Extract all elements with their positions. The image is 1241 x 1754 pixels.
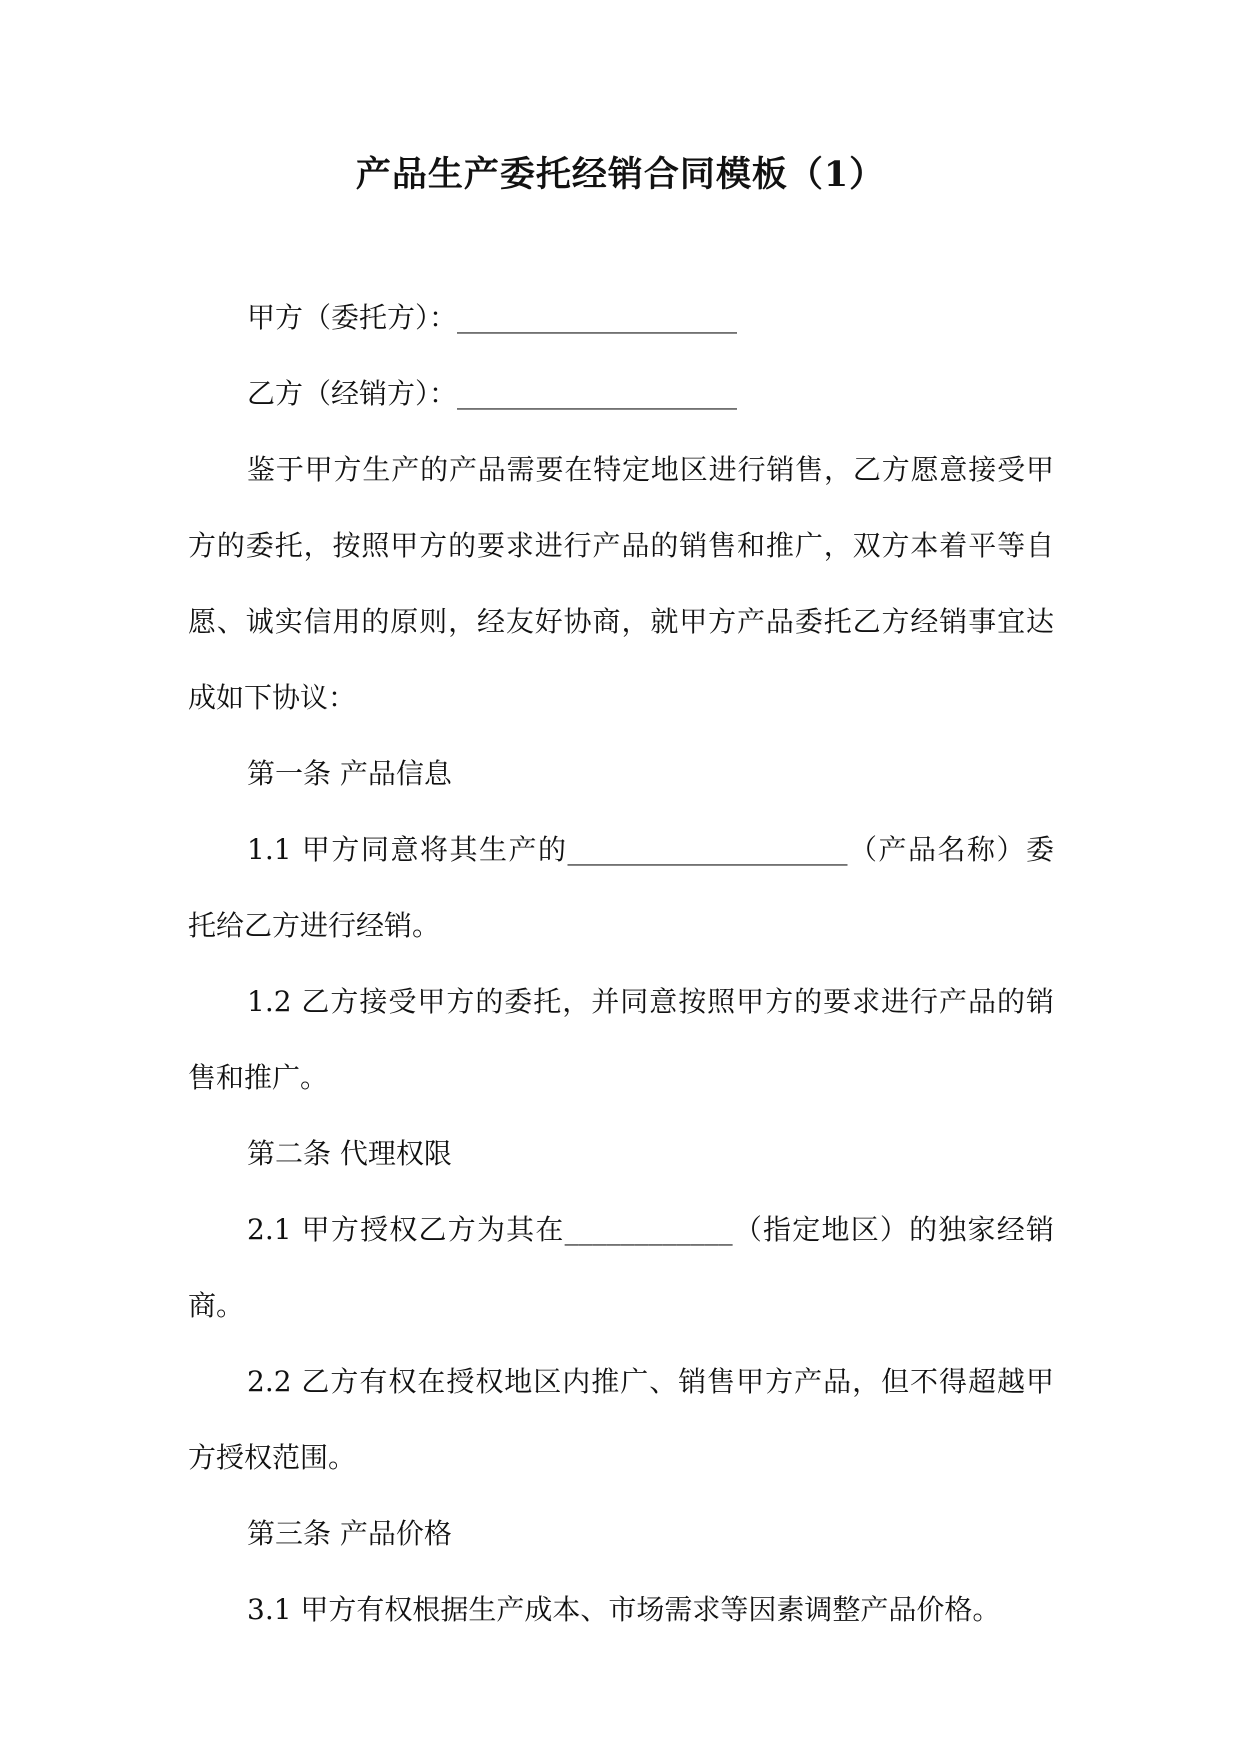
document-title: 产品生产委托经销合同模板（1） — [355, 154, 886, 195]
article-1-heading: 第一条 产品信息 — [247, 757, 452, 790]
clause-2-2: 2.2 乙方有权在授权地区内推广、销售甲方产品，但不得超越甲方授权范围。 — [188, 1365, 1054, 1474]
clause-1-1: 1.1 甲方同意将其生产的____________________（产品名称）委托给乙方进行经销。 — [188, 833, 1054, 942]
article-3-heading: 第三条 产品价格 — [247, 1517, 452, 1550]
clause-1-2: 1.2 乙方接受甲方的委托，并同意按照甲方的要求进行产品的销售和推广。 — [188, 985, 1054, 1094]
party-a-line: 甲方（委托方）：____________________ — [247, 301, 738, 334]
preamble-paragraph: 鉴于甲方生产的产品需要在特定地区进行销售，乙方愿意接受甲方的委托，按照甲方的要求进行产品的销售和推广，双方本着平等自愿、诚实信用的原则，经友好协商，就甲方产品委托乙方经销事宜达成如下协议： — [188, 453, 1054, 714]
clause-3-1: 3.1 甲方有权根据生产成本、市场需求等因素调整产品价格。 — [247, 1593, 1001, 1626]
party-b-line: 乙方（经销方）：____________________ — [247, 377, 738, 410]
article-2-heading: 第二条 代理权限 — [247, 1137, 452, 1170]
clause-2-1: 2.1 甲方授权乙方为其在____________（指定地区）的独家经销商。 — [188, 1213, 1054, 1322]
document-body — [188, 280, 1054, 1648]
